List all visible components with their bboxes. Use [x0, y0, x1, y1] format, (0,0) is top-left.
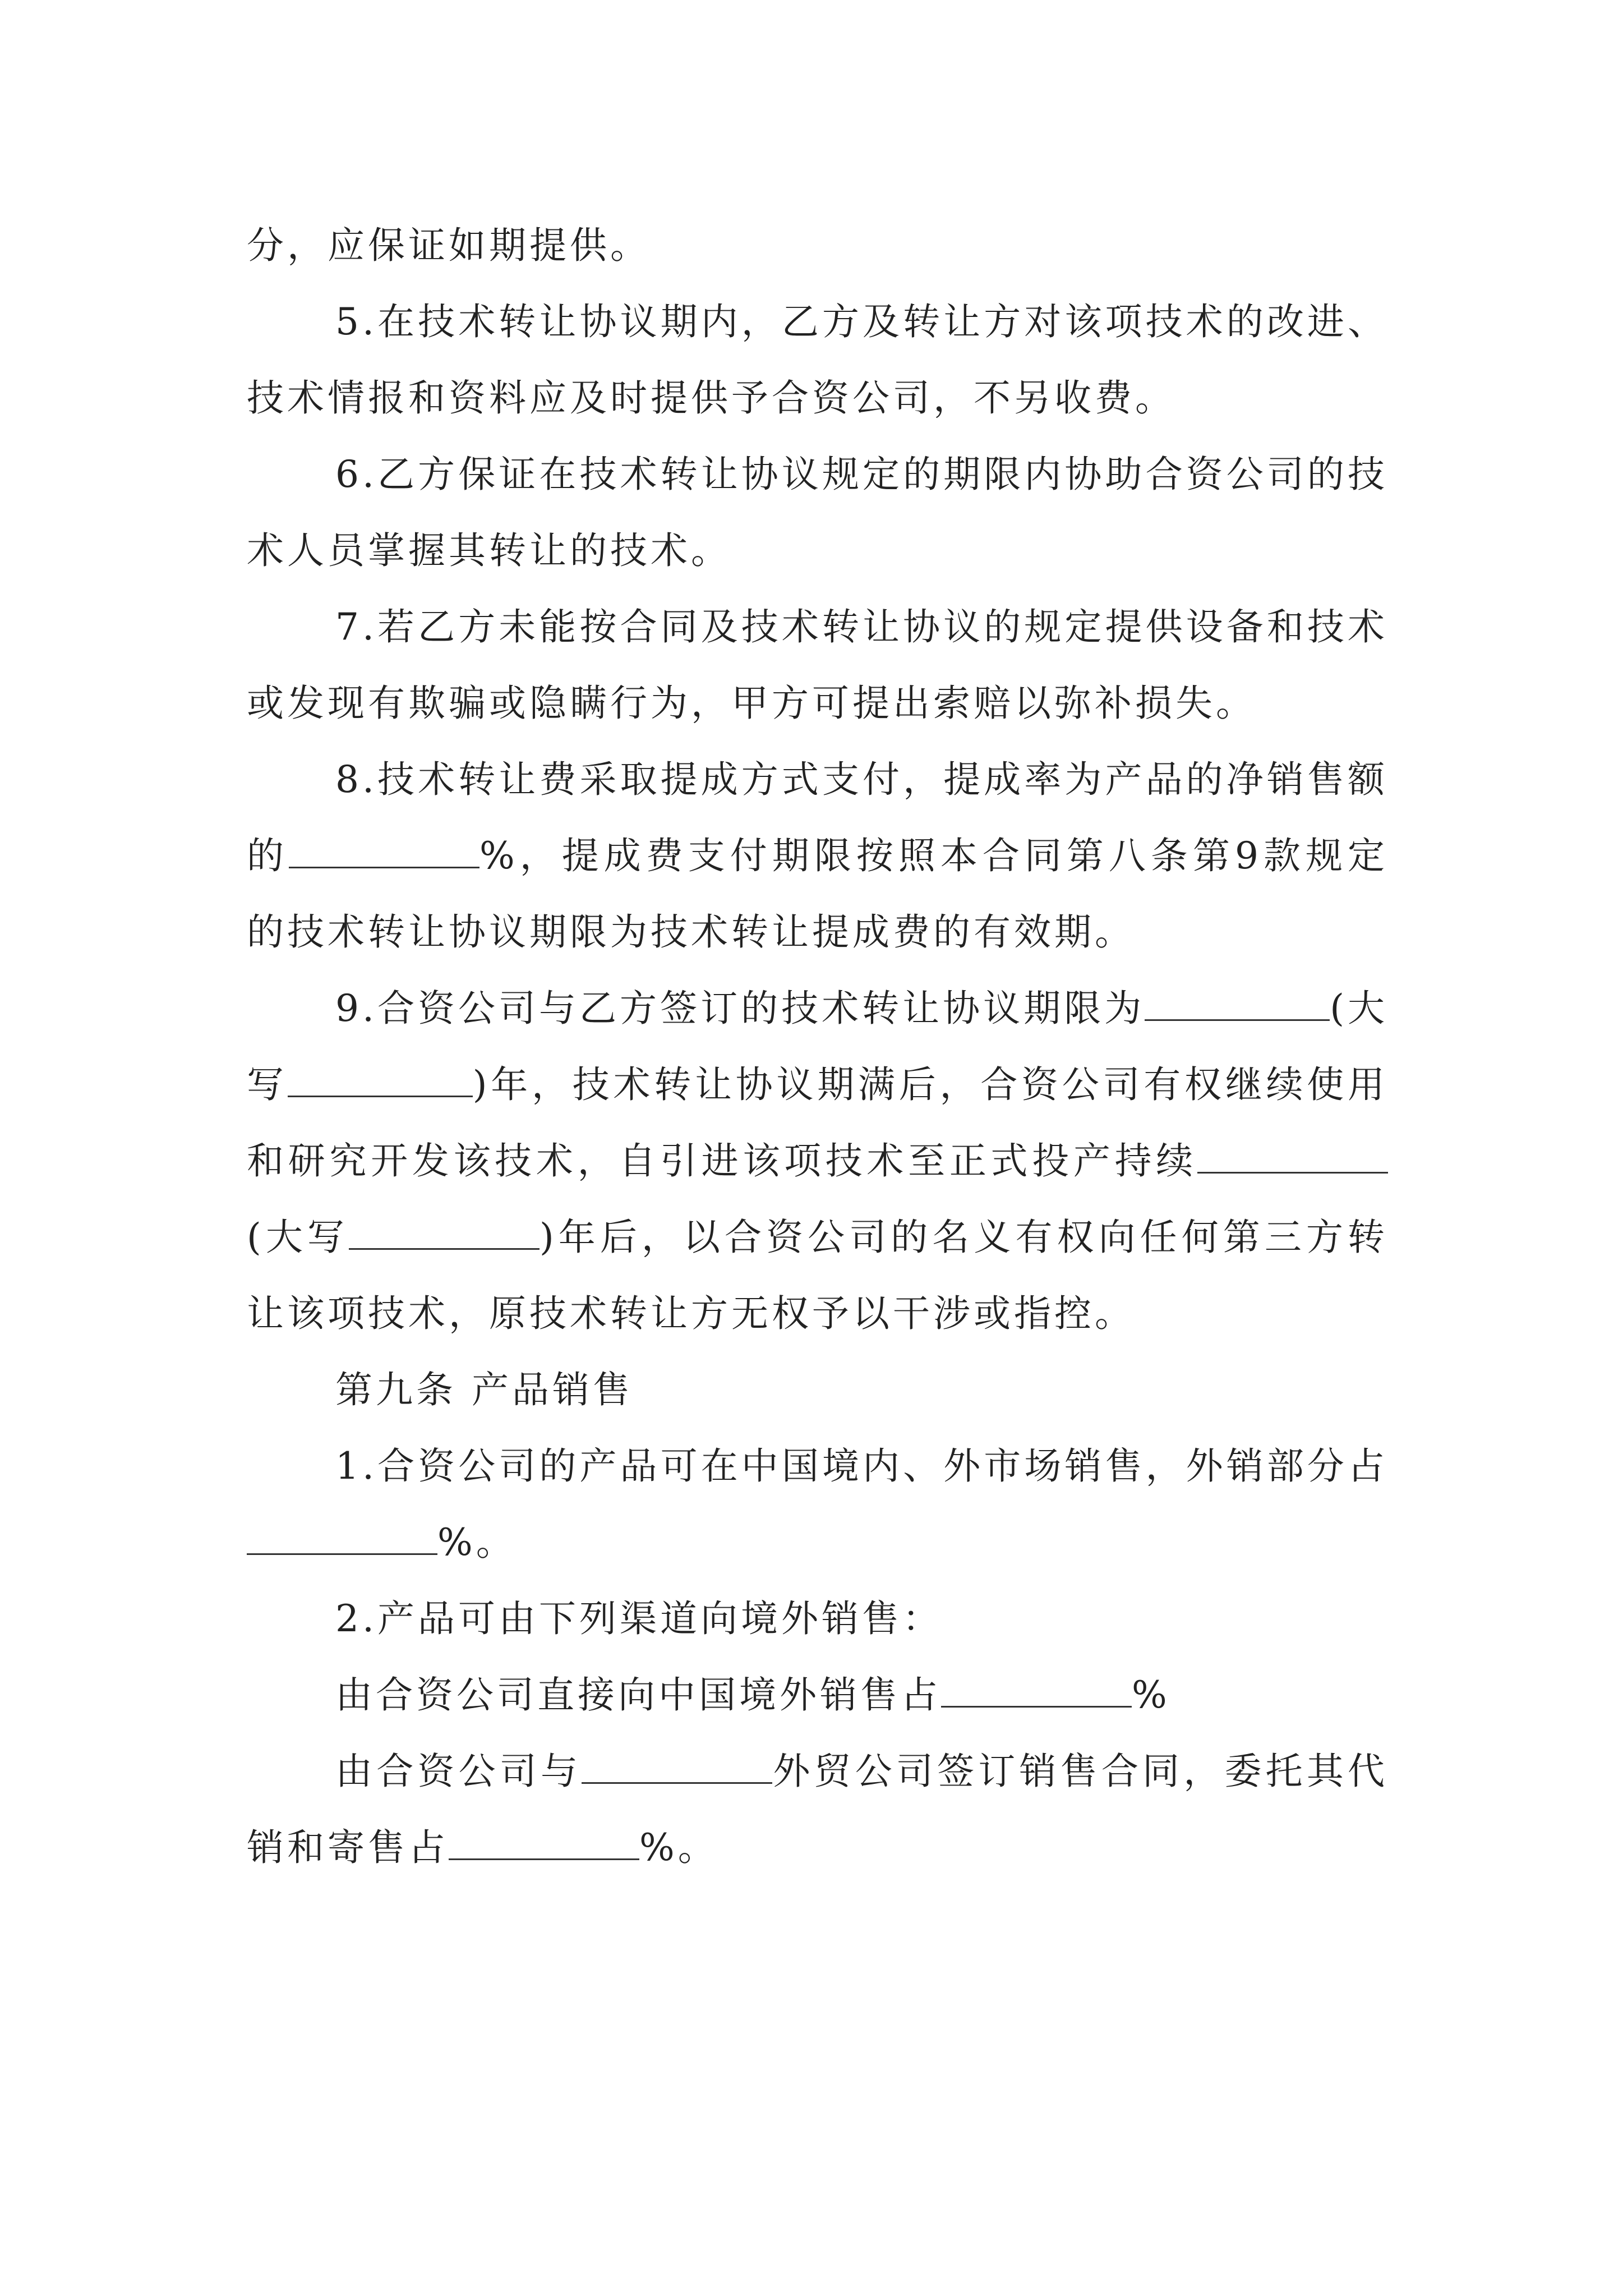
- clause-text: 由合资公司直接向中国境外销售占: [335, 1673, 941, 1717]
- heading-text: 第九条 产品销售: [335, 1368, 633, 1411]
- fill-blank-production-years-capital[interactable]: [349, 1216, 540, 1250]
- clause-text: 6.乙方保证在技术转让协议规定的期限内协助合资公司的技术人员掌握其转让的技术。: [247, 453, 1388, 572]
- fill-blank-trade-company[interactable]: [582, 1750, 772, 1784]
- article-9-heading: [247, 1352, 1388, 1428]
- clause-text: 外贸公司签订销售合同，委托其代销和寄售占: [247, 1750, 1389, 1869]
- clause-text: 7.若乙方未能按合同及技术转让协议的规定提供设备和技术或发现有欺骗或隐瞒行为，甲方可提出索赔以弥补损失。: [247, 605, 1388, 725]
- fill-blank-direct-share[interactable]: [941, 1673, 1132, 1708]
- document-body: [247, 208, 1388, 1886]
- clause-text: )年，技术转让协议期满后，合资公司有权继续使用和研究开发该技术，自引进该项技术至正式投产持续: [247, 1063, 1388, 1182]
- clause-text: 5.在技术转让协议期内，乙方及转让方对该项技术的改进、技术情报和资料应及时提供予合资公司，不另收费。: [247, 300, 1388, 420]
- fill-blank-agency-share[interactable]: [449, 1826, 639, 1860]
- clause-7: [247, 589, 1388, 742]
- fill-blank-production-years[interactable]: [1197, 1139, 1388, 1174]
- clause-text: %: [1132, 1673, 1170, 1717]
- paragraph-continuation: [247, 208, 1388, 284]
- clause-text: (大写: [247, 1216, 349, 1259]
- paragraph-text: 分，应保证如期提供。: [247, 224, 651, 267]
- fill-blank-export-share[interactable]: [247, 1521, 437, 1555]
- sales-channel-direct: [247, 1657, 1388, 1733]
- sales-clause-2: [247, 1581, 1388, 1657]
- clause-text: 9.合资公司与乙方签订的技术转让协议期限为: [335, 987, 1145, 1030]
- clause-text: 由合资公司与: [335, 1750, 582, 1793]
- fill-blank-term-years-capital[interactable]: [288, 1063, 473, 1097]
- clause-text: %，提成费支付期限按照本合同第八条第9款规定的技术转让协议期限为技术转让提成费的有效期。: [247, 834, 1388, 954]
- fill-blank-term-years[interactable]: [1145, 987, 1330, 1021]
- sales-clause-1: [247, 1428, 1388, 1581]
- clause-text: %。: [437, 1521, 517, 1564]
- clause-text: 2.产品可由下列渠道向境外销售：: [335, 1597, 943, 1640]
- clause-text: )年后，以合资公司的名义有权向任何第三方转让该项技术，原技术转让方无权予以干涉或指控。: [247, 1216, 1389, 1335]
- clause-text: (大写: [247, 987, 1388, 1106]
- clause-text: 8.技术转让费采取提成方式支付，提成率为产品的净销售额的: [247, 758, 1388, 877]
- clause-6: [247, 436, 1388, 589]
- clause-9: [247, 970, 1388, 1352]
- fill-blank-royalty-rate[interactable]: [289, 834, 479, 868]
- clause-text: %。: [639, 1826, 718, 1869]
- clause-5: [247, 284, 1388, 436]
- sales-channel-agency: [247, 1733, 1388, 1886]
- clause-8: [247, 742, 1388, 970]
- clause-text: 1.合资公司的产品可在中国境内、外市场销售，外销部分占: [335, 1444, 1388, 1488]
